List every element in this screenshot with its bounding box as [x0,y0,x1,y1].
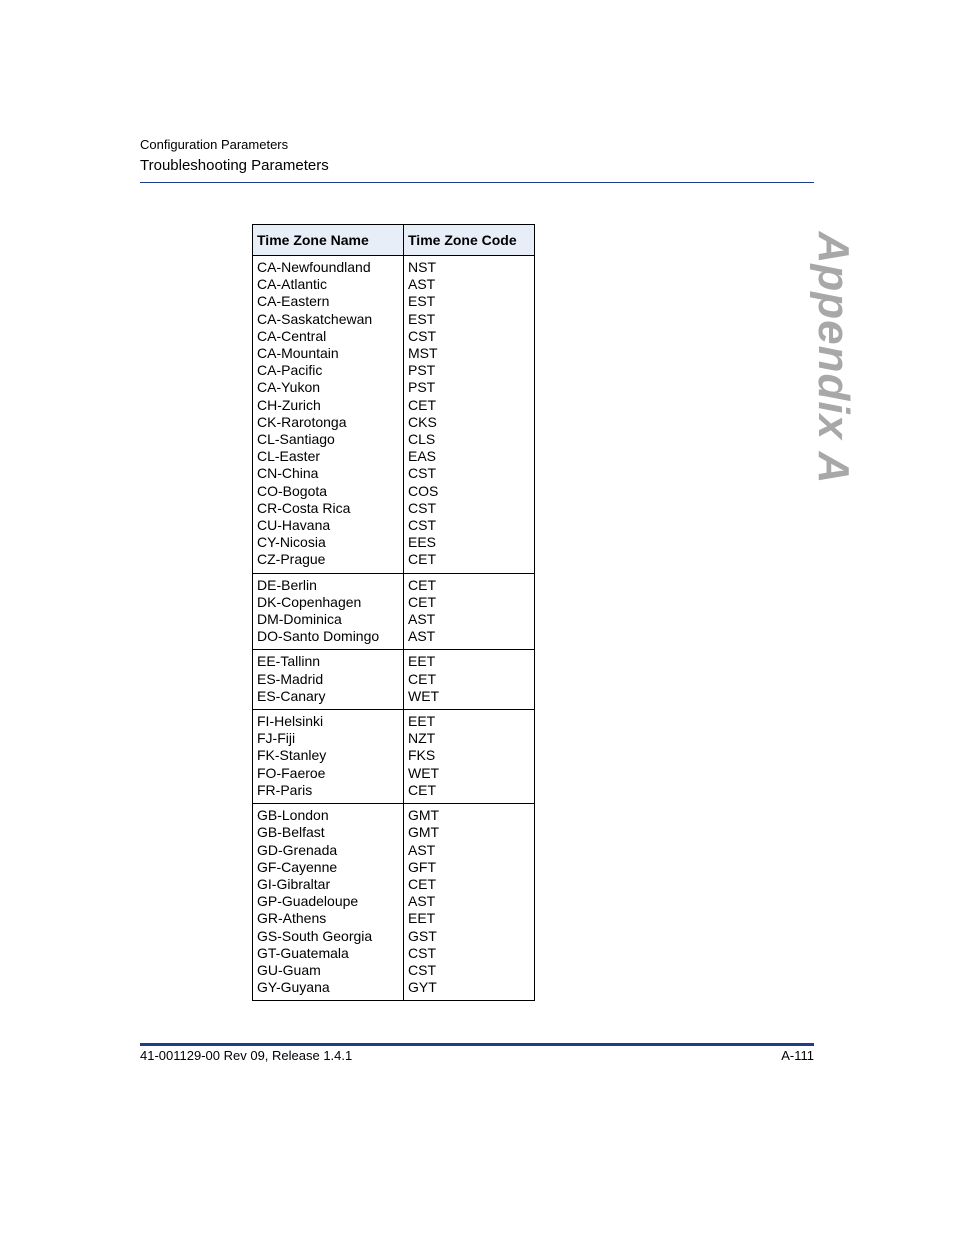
footer-page-number: A-111 [781,1048,814,1063]
time-zone-code: EET [408,910,436,927]
time-zone-name: CH-Zurich [257,396,321,413]
time-zone-name: CA-Central [257,327,327,344]
time-zone-name: CN-China [257,465,319,482]
time-zone-name: FO-Faeroe [257,764,326,781]
time-zone-name: CA-Pacific [257,362,323,379]
time-zone-name-cell [253,710,404,804]
time-zone-code: CET [408,576,436,593]
time-zone-code: AST [408,276,436,293]
time-zone-name: CO-Bogota [257,482,328,499]
time-zone-code: CKS [408,413,437,430]
time-zone-name-cell [253,573,404,650]
time-zone-code: GFT [408,858,436,875]
time-zone-name: GY-Guyana [257,979,330,996]
time-zone-code: EST [408,310,436,327]
time-zone-name: GB-London [257,807,329,824]
table-row-group [253,710,535,804]
time-zone-code: GMT [408,807,440,824]
time-zone-code: GMT [408,824,440,841]
time-zone-code: CET [408,781,436,798]
time-zone-code-cell [404,804,535,1001]
time-zone-name-cell [253,256,404,574]
time-zone-name: CA-Newfoundland [257,259,371,275]
time-zone-name: CA-Eastern [257,293,330,310]
column-header-name: Time Zone Name [253,225,404,256]
time-zone-code: AST [408,893,436,910]
time-zone-code: CET [408,670,436,687]
time-zone-code-cell [404,256,535,574]
time-zone-name: FI-Helsinki [257,713,324,730]
header-rule [140,182,814,183]
time-zone-code: COS [408,482,439,499]
time-zone-name: GF-Cayenne [257,858,338,875]
time-zone-code: CET [408,396,436,413]
header-section-label: Configuration Parameters [140,137,289,152]
time-zone-name: ES-Canary [257,687,326,704]
time-zone-name: CA-Yukon [257,379,321,396]
time-zone-name: GS-South Georgia [257,927,373,944]
time-zone-code: WET [408,687,440,704]
time-zone-code: AST [408,611,436,628]
time-zone-name: ES-Madrid [257,670,324,687]
time-zone-code: CST [408,944,436,961]
time-zone-name-cell [253,804,404,1001]
time-zone-name: GR-Athens [257,910,327,927]
table-header-row [253,225,535,256]
time-zone-code: GST [408,927,437,944]
time-zone-name: DK-Copenhagen [257,593,362,610]
time-zone-name: CL-Santiago [257,431,335,448]
appendix-side-tab-text: Appendix A [809,231,858,484]
time-zone-name: DM-Dominica [257,611,342,628]
time-zone-name: DO-Santo Domingo [257,628,380,645]
time-zone-code: EET [408,653,436,670]
table-body [253,256,535,1001]
time-zone-name-cell [253,650,404,710]
time-zone-name: DE-Berlin [257,576,317,593]
time-zone-code: CST [408,499,436,516]
time-zone-code: CST [408,517,436,534]
time-zone-code: NST [408,259,436,275]
time-zone-code: CST [408,961,436,978]
time-zone-name: CL-Easter [257,448,321,465]
time-zone-code: GYT [408,979,437,996]
time-zone-code: PST [408,379,436,396]
appendix-side-tab [808,231,858,484]
time-zone-code: EAS [408,448,437,465]
column-header-code: Time Zone Code [404,225,535,256]
time-zone-name: FJ-Fiji [257,730,296,747]
time-zone-name: GI-Gibraltar [257,875,331,892]
time-zone-code: EST [408,293,436,310]
time-zone-code-cell [404,710,535,804]
footer-rule [140,1043,814,1046]
time-zone-code: CLS [408,431,436,448]
time-zone-name: CA-Mountain [257,345,339,362]
time-zone-code: WET [408,764,440,781]
time-zone-name: GT-Guatemala [257,944,349,961]
time-zone-code: FKS [408,747,436,764]
time-zone-name: GD-Grenada [257,841,338,858]
time-zone-name: GP-Guadeloupe [257,893,359,910]
time-zone-table [252,224,535,1001]
time-zone-code: CET [408,551,436,568]
time-zone-name: CK-Rarotonga [257,413,347,430]
table-row-group [253,256,535,574]
time-zone-code: EET [408,713,436,730]
time-zone-code: NZT [408,730,436,747]
time-zone-name: GB-Belfast [257,824,325,841]
time-zone-code-cell [404,573,535,650]
time-zone-code: PST [408,362,436,379]
time-zone-code: CET [408,875,436,892]
time-zone-name: FR-Paris [257,781,313,798]
time-zone-name: CR-Costa Rica [257,499,351,516]
time-zone-code: CST [408,327,436,344]
time-zone-code: CST [408,465,436,482]
footer-doc-id: 41-001129-00 Rev 09, Release 1.4.1 [140,1048,353,1063]
table-row-group [253,573,535,650]
time-zone-name: CZ-Prague [257,551,326,568]
time-zone-code-cell [404,650,535,710]
time-zone-name: FK-Stanley [257,747,327,764]
time-zone-name: CA-Saskatchewan [257,310,373,327]
time-zone-name: CU-Havana [257,517,331,534]
time-zone-code: MST [408,345,438,362]
time-zone-name: GU-Guam [257,961,321,978]
table-row-group [253,804,535,1001]
time-zone-name: CY-Nicosia [257,534,326,551]
time-zone-name: EE-Tallinn [257,653,321,670]
time-zone-code: AST [408,628,436,645]
time-zone-name: CA-Atlantic [257,276,328,293]
table-row-group [253,650,535,710]
time-zone-code: CET [408,593,436,610]
page-title: Troubleshooting Parameters [140,157,329,174]
time-zone-code: AST [408,841,436,858]
time-zone-code: EES [408,534,437,551]
